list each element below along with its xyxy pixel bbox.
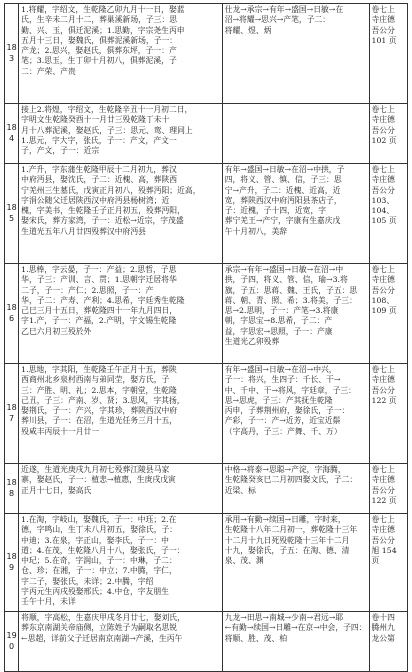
volume-reference-line: 卷十四 [371,613,395,622]
entry-description-line: 字二子，娶张氏，未详；2.中腾，字绍 [21,576,154,586]
entry-description-line: 二子，子一：产仁；2.思照，子一：产 [21,285,154,295]
volume-reference-line: 卷七上 [371,5,395,14]
volume-reference-line: 104、 [371,206,395,216]
entry-description-line: 1.思元，字大字，张氏，子一：产文，产文一 [21,135,177,145]
volume-reference-line: 卷七上 [371,105,395,114]
volume-reference-line: 101 页 [371,35,397,45]
volume-reference-line: 寺庄德 [371,375,395,385]
entry-description-line: 近遂，生道光庚戌九月初七殁葬江陵县马家 [21,465,170,474]
entry-description-line: 中府沔县，娶沈氏，子二：近槐、高，葬陕西 [21,175,178,185]
entry-description [19,104,223,164]
volume-reference-line: 寺庄德 [371,525,395,535]
volume-reference-line: 卷七上 [371,265,395,274]
volume-reference-line: 寺庄德 [371,175,395,185]
lineage-path [222,612,369,672]
volume-reference-line: 122 页 [371,395,397,405]
entry-description-line: 中玘；5.在奇，字润山，子一：中琳，子二： [21,556,177,566]
entry-description-line: 壬午十月，未详 [21,597,76,607]
entry-description-line: ←思超，详前父子迁居南京南湖→产溪，生丙午 [21,633,183,643]
lineage-path-line: 泉、茂、渊 [224,556,264,566]
volume-reference-line: 龙公第 [371,633,395,643]
entry-description-line: 1.思地，字其阳，生乾隆壬午正月十五，葬陕 [21,365,177,374]
entry-description [19,164,223,264]
entry-description [19,464,223,514]
lineage-path-line: 葬宁羌王→产宁，字康有生嘉庆戊 [224,216,341,226]
entry-description-line: 二：产荣、产贵 [21,66,76,76]
entry-description-line: 正月十七日，娶高氏 [21,485,92,495]
volume-reference [369,464,408,514]
lineage-path-line: 丙申，子葬荆州府，娶徐氏，子一： [224,406,350,416]
entry-description-line: 将顺，字高松，生嘉庆甲戌冬月廿七，娶刘氏， [21,613,185,622]
entry-description-line: 1.思棒，字云晏，子一：产益；2.思哲，子思 [21,265,177,274]
entry-description [19,264,223,364]
volume-reference-line: 寺庄德 [371,15,395,25]
entry-number: 184 [5,104,19,164]
entry-description-line: 接上2.将煌，字绍文，生乾隆辛丑十一月初二日， [21,105,193,114]
lineage-path-line: 仕龙→承宗→有年→盛国→日敏→在 [224,5,344,14]
lineage-path-line: 午十月初八，美辞 [224,226,288,236]
lineage-path-line: （字高丹，子三：产舞、千、万） [224,426,342,436]
entry-description-line: 勤、兴、玉，俱迁泥溪；1.思勤，字宗尧生丙申 [21,25,185,35]
volume-reference [369,364,408,464]
lineage-path-line: ←有勤→续国→日雕→在京→中会，子四： [224,623,367,633]
entry-description-line: 葬川县，子一：在沼，生道光任务三月十五， [21,416,178,426]
lineage-path-line: 将耀、煜、炳 [224,25,272,35]
entry-description-line: 子，产文，子一：近宗 [21,146,100,156]
entry-description-line: 华，子三：产训、言、贯；1.思朝字迁居将华 [21,275,177,285]
volume-reference-line: 寺庄德 [371,275,395,285]
entry-description-line: 三：产胜、明、礼；2.思本，字朝堂，生乾隆 [21,385,177,395]
volume-reference-line: 吾公分 [371,485,395,495]
entry-description-line: 葬东京南湖关帝庙侧，立陈姓子为嗣取名思锐 [21,623,178,633]
volume-reference-line: 卷七上 [371,365,395,374]
entry-description-line: 宁羌州三生墓氏，戊寅正月初八，殁葬沔阳；近高， [21,185,201,195]
volume-reference-line: 寺庄德 [371,475,395,485]
entry-description-line: 产龙；2.思兴，娶赵氏，俱葬东坪，子一：产 [21,46,177,56]
lineage-path-line: 宽，葬陕西汉中府沔阳县茶店子， [224,195,342,205]
volume-reference-line: 卷七上 [371,515,395,524]
volume-reference-line: 页 [371,556,380,566]
volume-reference-line: 吾公分 [371,185,395,195]
lineage-path-line: 生乾隆十八年二月初一，葬乾隆十三年 [224,525,358,535]
lineage-path-line: 宁→产升，子二：近槐、近高，近 [224,185,341,195]
lineage-path-line: 四，将义、管、慎、信，子三：思 [224,175,342,185]
table-row [5,514,408,612]
entry-description-line: 己巳三月十五日，葬乾隆四十一年九月四日， [21,306,178,316]
entry-description-line: 乙巳六月初三殁於外 [21,326,92,336]
volume-reference-line: 吾公分 [371,25,395,35]
lineage-path-line: 十二月十九日死殁乾隆十三年十二月 [224,535,350,545]
entry-number: 183 [5,4,19,104]
volume-reference-line: 吾公分 [371,125,395,135]
entry-description-line: 华，子二：产寿、产利；4.思希，字廷秀生乾隆 [21,295,185,305]
lineage-path-line: 承宗→有年→盛国→日敏→在沼→中 [224,265,344,274]
entry-number: 188 [5,464,19,514]
lineage-path-line: 旗，子五：思蒋、魏、王氏，子五：思 [224,285,358,295]
lineage-path [222,364,369,464]
entry-description-line: 德，字鸣山，生丁未八月初五，娶徐氏，子： [21,525,178,535]
lineage-path-line: 蒋、朝、青、照、希；3.将美，子三： [224,295,357,305]
entry-description-line: 1.将耀，字绍文，生乾隆乙卯九月十一日，娶蓝 [21,5,185,14]
volume-reference-line: 122 页 [371,495,397,505]
lineage-path [222,104,369,164]
lineage-path-line: 十九，娶徐氏，子五：在淘、德、清 [224,545,350,555]
lineage-path-line: 朝，字思宝→8.思希，子二：产 [224,316,333,326]
entry-description-line: 笔；3.思玉，生丁卯十月初八，俱葬泥溪，子 [21,56,177,66]
volume-reference-line: 102 页 [371,135,397,145]
entry-description-line: 生道光五年八月廿四殁葬汉中府沔县 [21,226,146,236]
entry-description-line: 月十八葬泥溪，娶赵氏，子三：思元、鸾、理同上 [21,125,193,135]
entry-description [19,4,223,104]
lineage-path [222,514,369,612]
lineage-path [222,264,369,364]
volume-reference-line: 吾公分 [371,385,395,395]
entry-description-line: 道；4.在茂，生乾隆八月十八，娶张氏，子一： [21,545,185,555]
lineage-path-line: 沼→将耀→思兴→产笔，子二： [224,15,331,25]
entry-description [19,514,223,612]
volume-reference [369,612,408,672]
entry-description-line: 娶荆氏，子一：产兴，字其珍，葬陕西汉中府 [21,406,178,416]
table-row [5,4,408,104]
volume-reference-line: 吾公分 [371,285,395,295]
volume-reference [369,4,408,104]
volume-reference-line: 105 页 [371,216,397,226]
volume-reference-line: 寺庄德 [371,115,395,125]
entry-description [19,364,223,464]
volume-reference-line: 109 页 [371,306,397,316]
volume-reference-line: 103、 [371,195,395,205]
entry-description-line: 字丙元生丙戌殁娶邢氏；4.中仓，字友朋生 [21,586,169,596]
entry-number: 187 [5,364,19,464]
genealogy-register-table [4,3,408,672]
volume-reference [369,104,408,164]
entry-description-line: 寨，娶赵氏，子一：植悲→植惠，生庚戌戊寅 [21,475,176,485]
lineage-path-line: 将顺、胜、茂、柏 [224,633,288,643]
lineage-path-line: 承用→有勤→续国→日雕，字时来， [224,515,346,524]
lineage-path-line: 子一：将兴，生四子：千长、干→ [224,375,341,385]
lineage-path-line: 产彩，子一：产→近芳，近宝近鬃 [224,416,341,426]
entry-description-line: 字明文生乾隆癸酉十一月廿三殁乾隆丁未十 [21,115,170,125]
volume-reference [369,514,408,612]
volume-reference-line: 腾州九 [371,623,395,633]
volume-reference [369,264,408,364]
volume-reference-line: 卷七上 [371,465,395,474]
lineage-path-line: 思→思虎，子三：产其抚生乾隆 [224,395,333,405]
entry-description-line: 娶宋氏，葬方家湾，子一：近松→近宗，字茂盛 [21,216,184,226]
entry-description-line: 西商州北乡泉村西南与弟同茔，娶方氏，子 [21,375,170,385]
volume-reference-line: 旭 154 [371,545,397,555]
entry-description-line: 五月十三日，娶魏氏，俱葬泥溪新场，子一： [21,35,178,45]
lineage-path-line: 生乾隆癸亥巳二月初四娶文氏，子二： [224,475,358,485]
table-row [5,164,408,264]
lineage-path [222,164,369,264]
lineage-path [222,464,369,514]
table-row [5,612,408,672]
volume-reference-line: 108、 [371,295,395,305]
entry-description-line: 字涓公随父迁居陕西汉中府沔县杨树湾；近 [21,195,170,205]
lineage-path-line: 近梁、标 [224,485,256,495]
entry-description-line: 殁咸丰丙辰十一月廿一 [21,426,100,436]
table-row [5,104,408,164]
table-row [5,364,408,464]
entry-description [19,612,223,672]
entry-number: 189 [5,514,19,612]
lineage-path-line: 中、千中、干→将风，字廷章，子三： [224,385,356,395]
entry-description-line: 1.在淘，字岐山，娶魏氏，子一：中珏；2.在 [21,515,177,524]
lineage-path-line: 有年→盛国→日敏→在沼→中兴， [224,365,337,374]
entry-description-line: 槐，字美书，生乾隆壬子正月初五，殁葬沔阳， [21,206,185,216]
entry-number: 190 [5,612,19,672]
entry-description-line: 中迪；3.在泉，字正山，娶李氏，子一：中 [21,535,169,545]
lineage-path-line: 思→2.思明，子一：产笔→3.将康 [224,306,339,316]
entry-description-line: 氏，生辛未二月十二，葬巢溪新场，子三：思 [21,15,178,25]
lineage-path-line: 有年→盛国→日敏→在沼→中拱，子 [224,165,345,174]
entry-description-line: 字1.产，子一：产福，2.产明，字文锡生乾隆 [21,316,177,326]
lineage-path-line: 益，字思宏→思照，子一：产康 [224,326,333,336]
lineage-path-line: 拱，子四，将义、管、信，瑜→3.将 [224,275,348,285]
entry-description-line: 1.产升，字东蒲生乾隆甲辰十二月初九，葬汉 [21,165,177,174]
volume-reference-line: 吾公分 [371,535,395,545]
lineage-path-line: 子：近槐，子十四，近宽，字 [224,206,327,216]
lineage-path-line: 中格→将泰→思聪→产淀，字海腾， [224,465,346,474]
entry-description-line: 仓、珍；在湘，子一：中立；7.中腾，字仁， [21,566,177,576]
entry-number: 186 [5,264,19,364]
table-row [5,264,408,364]
volume-reference [369,164,408,264]
entry-description-line: 己丑，子三：产南、岁、贤；3.思风，字其扬， [21,395,185,405]
lineage-path-line: 九龙→田思→南城→少南→君远→耶 [224,613,344,622]
volume-reference-line: 卷七上 [371,165,395,174]
entry-number: 185 [5,164,19,264]
table-row [5,464,408,514]
lineage-path [222,4,369,104]
lineage-path-line: 生道光乙卯殁葬 [224,336,280,346]
